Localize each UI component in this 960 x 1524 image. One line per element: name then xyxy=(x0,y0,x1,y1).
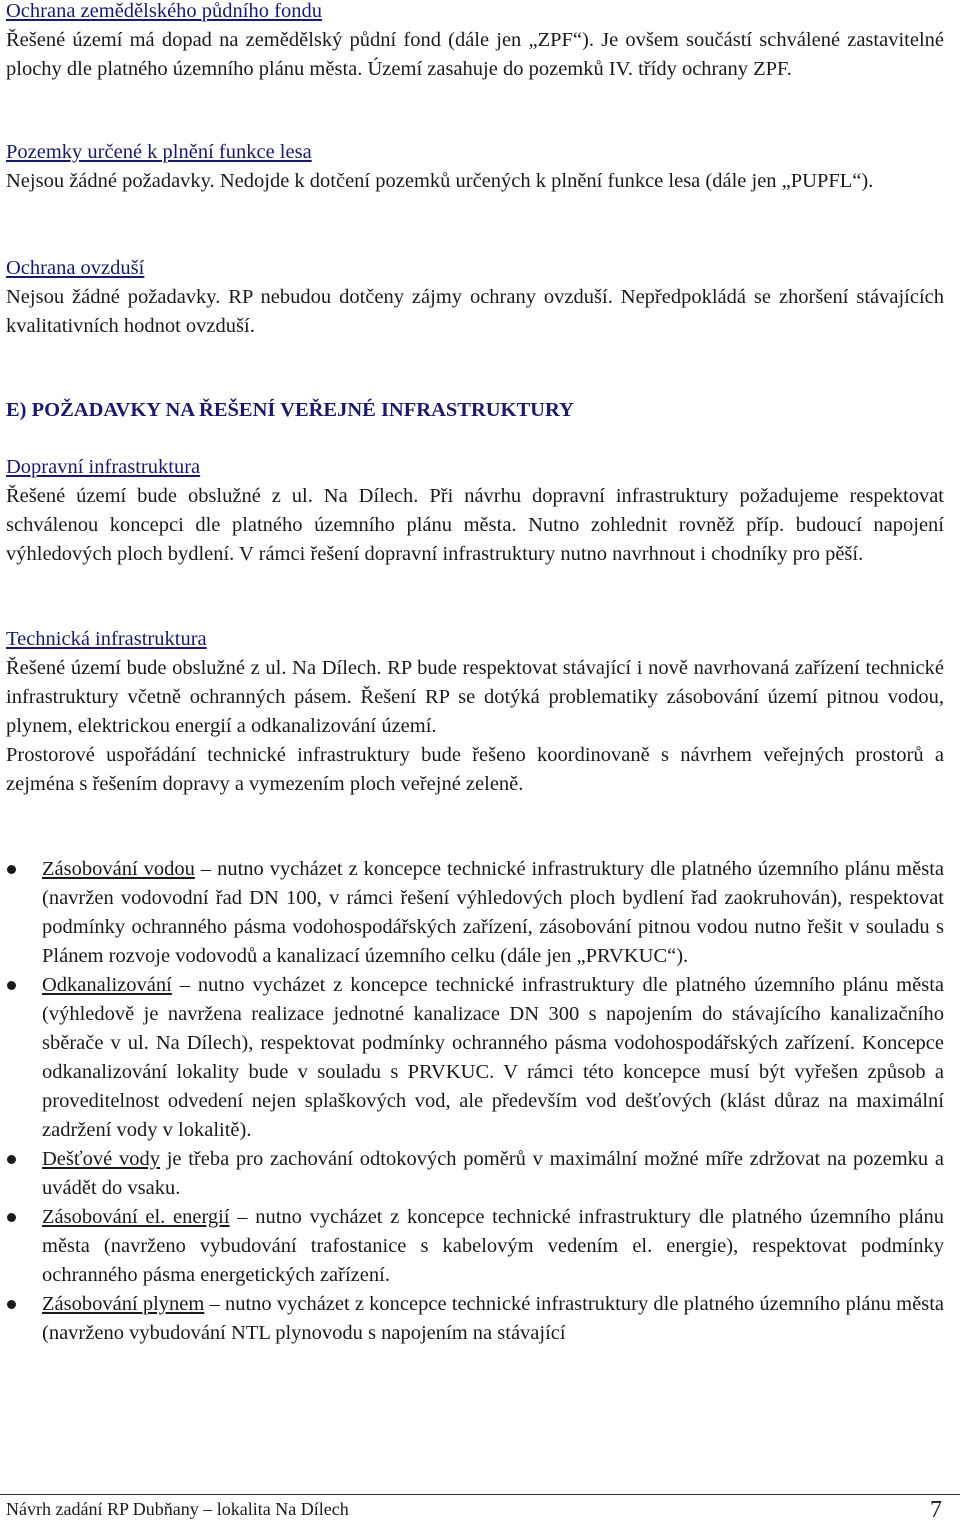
air-text: Nejsou žádné požadavky. RP nebudou dotčeny zájmy ochrany ovzduší. Nepředpokládá se zhoršení stávajících kvalitativních hodnot ovzduší. xyxy=(6,286,944,337)
list-item-gas xyxy=(6,1290,944,1348)
transport-heading: Dopravní infrastruktura xyxy=(6,456,201,478)
forest-heading: Pozemky určené k plnění funkce lesa xyxy=(6,141,312,163)
list-item-text: je třeba pro zachování odtokových poměrů v maximální možné míře zdržovat na pozemku a uvádět do vsaku. xyxy=(42,1148,944,1199)
infrastructure-list xyxy=(6,855,944,1348)
technical-heading: Technická infrastruktura xyxy=(6,628,207,650)
technical-section xyxy=(6,625,944,799)
list-item-water xyxy=(6,855,944,971)
list-item-sewerage xyxy=(6,971,944,1145)
transport-section xyxy=(6,453,944,569)
list-item-term: Odkanalizování xyxy=(42,974,172,996)
list-item-text: – nutno vycházet z koncepce technické infrastruktury dle platného územního plánu města (navržen vodovodní řad DN 100, v rámci řešení výhledových ploch bydlení řad zaokruhován), respektovat podmínky ochranného pásma vodohospodářských zařízení, zásobování pitnou vodou nutno řešit v souladu s Plánem rozvoje vodovodů a kanalizací územního celku (dále jen „PRVKUC“). xyxy=(42,858,944,967)
air-section xyxy=(6,254,944,341)
zpf-section xyxy=(6,0,944,84)
page-number: 7 xyxy=(930,1497,942,1523)
technical-text-2: Prostorové uspořádání technické infrastruktury bude řešeno koordinovaně s návrhem veřejných prostorů a zejména s řešením dopravy a vymezením ploch veřejné zeleně. xyxy=(6,744,944,795)
zpf-text: Řešené území má dopad na zemědělský půdní fond (dále jen „ZPF“). Je ovšem součástí schválené zastavitelné plochy dle platného územního plánu města. Území zasahuje do pozemků IV. třídy ochrany ZPF. xyxy=(6,29,944,80)
forest-section xyxy=(6,138,944,196)
list-item-text: – nutno vycházet z koncepce technické infrastruktury dle platného územního plánu města (navrženo vybudování NTL plynovodu s napojením na stávající xyxy=(42,1293,944,1344)
footer-title: Návrh zadání RP Dubňany – lokalita Na Dílech xyxy=(6,1499,349,1519)
technical-text-1: Řešené území bude obslužné z ul. Na Dílech. RP bude respektovat stávající i nově navrhovaná zařízení technické infrastruktury včetně ochranných pásem. Řešení RP se dotýká problematiky zásobování území pitnou vodou, plynem, elektrickou energií a odkanalizování území. xyxy=(6,657,944,737)
list-item-electricity xyxy=(6,1203,944,1290)
list-item-term: Zásobování plynem xyxy=(42,1293,205,1315)
bullet-icon xyxy=(7,865,16,874)
list-item-term: Zásobování vodou xyxy=(42,858,195,880)
list-item-text: – nutno vycházet z koncepce technické infrastruktury dle platného územního plánu města (výhledově je navržena realizace jednotné kanalizace DN 300 s napojením do stávajícího kanalizačního sběrače v ul. Na Dílech), respektovat podmínky ochranného pásma vodohospodářských zařízení. Koncepce odkanalizování lokality bude v souladu s PRVKUC. V rámci této koncepce musí být vyřešen způsob a proveditelnost odvedení nejen splaškových vod, ale především vod dešťových (klást důraz na maximální zadržení vody v lokalitě). xyxy=(42,974,944,1141)
section-e xyxy=(6,396,944,425)
list-item-term: Zásobování el. energií xyxy=(42,1206,230,1228)
bullet-icon xyxy=(7,1155,16,1164)
list-item-text: – nutno vycházet z koncepce technické infrastruktury dle platného územního plánu města (navrženo vybudování trafostanice s kabelovým vedením el. energie), respektovat podmínky ochranného pásma energetických zařízení. xyxy=(42,1206,944,1286)
section-e-title: E) POŽADAVKY NA ŘEŠENÍ VEŘEJNÉ INFRASTRUKTURY xyxy=(6,399,574,421)
list-item-rainwater xyxy=(6,1145,944,1203)
bullet-icon xyxy=(7,1213,16,1222)
forest-text: Nejsou žádné požadavky. Nedojde k dotčení pozemků určených k plnění funkce lesa (dále jen „PUPFL“). xyxy=(6,170,874,192)
air-heading: Ochrana ovzduší xyxy=(6,257,145,279)
zpf-heading: Ochrana zemědělského půdního fondu xyxy=(6,0,322,22)
transport-text: Řešené území bude obslužné z ul. Na Dílech. Při návrhu dopravní infrastruktury požadujeme respektovat schválenou koncepci dle platného územního plánu města. Nutno zohlednit rovněž příp. budoucí napojení výhledových ploch bydlení. V rámci řešení dopravní infrastruktury nutno navrhnout i chodníky pro pěší. xyxy=(6,485,944,565)
bullet-icon xyxy=(7,1300,16,1309)
footer-divider xyxy=(0,1494,960,1495)
bullet-icon xyxy=(7,981,16,990)
list-item-term: Dešťové vody xyxy=(42,1148,160,1170)
